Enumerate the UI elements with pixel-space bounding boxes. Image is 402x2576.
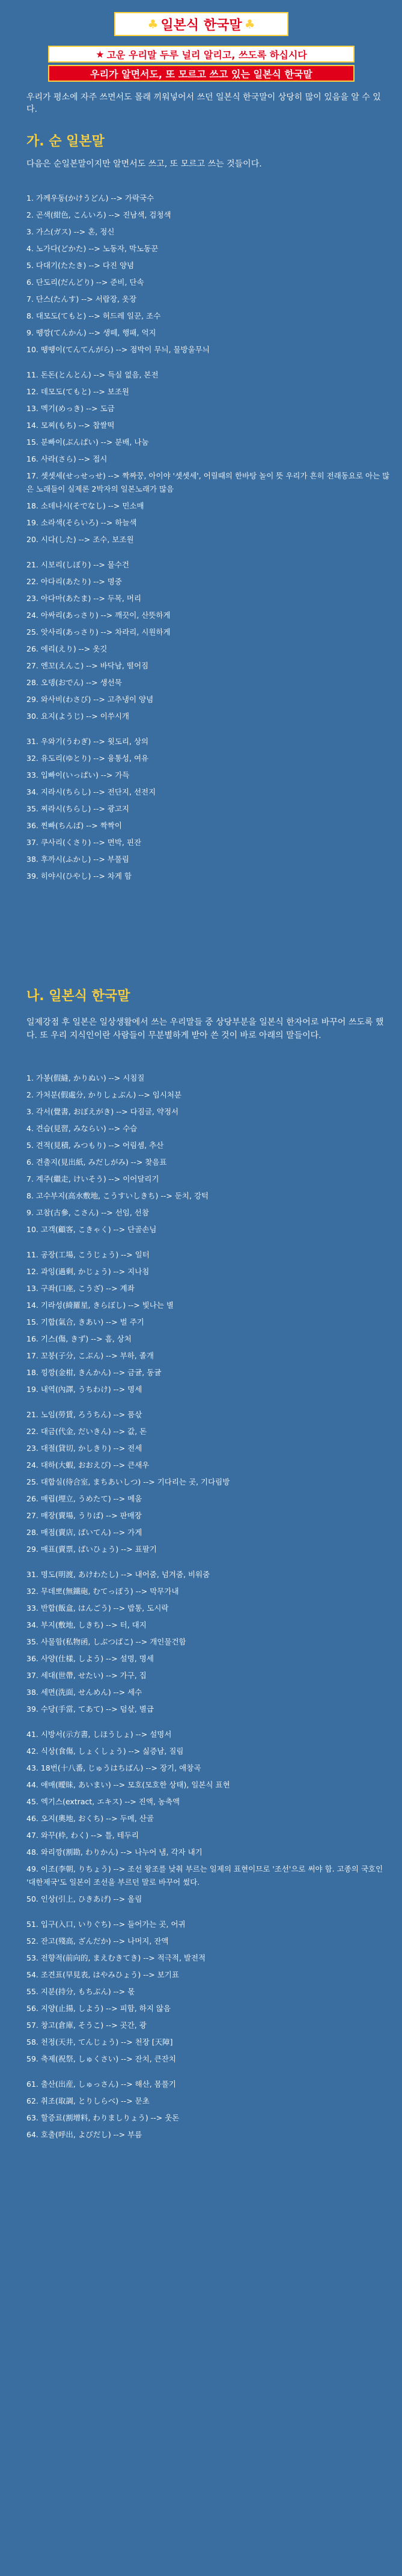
list-item: 4. 견습(見習, みならい) --> 수습: [26, 1124, 138, 1133]
list-item: 24. 아싸리(あっさり) --> 깨끗이, 산뜻하게: [26, 611, 171, 620]
section1-list: [26, 190, 393, 885]
list-item: 37. 세대(世帶, せたい) --> 가구, 집: [26, 1671, 147, 1680]
list-item: 31. 우와기(うわぎ) --> 윗도리, 상의: [26, 737, 149, 746]
list-item: 43. 18번(十八番, じゅうはちばん) --> 장기, 애창곡: [26, 1763, 201, 1772]
list-item: 1. 가봉(假縫, かりぬい) --> 시침질: [26, 1073, 145, 1082]
list-item: 49. 이조(李朝, りちょう) --> 조선 왕조를 낮춰 부르는 일제의 표현이므로 '조선'으로 써야 함. 고종의 국호인 '대한제국'도 일본이 조선을 부르던 말로 바꾸어 썼다.: [26, 1864, 383, 1887]
list-item: 28. 매점(賣店, ばいてん) --> 가게: [26, 1528, 142, 1537]
section1-description: 다음은 순일본말이지만 알면서도 쓰고, 또 모르고 쓰는 것들이다.: [26, 159, 262, 169]
list-item: 6. 견출지(見出紙, みだしがみ) --> 찾음표: [26, 1158, 167, 1167]
list-item: 1. 가께우동(かけうどん) --> 가락국수: [26, 194, 154, 203]
subtitle-banner: [48, 65, 355, 82]
list-item: 32. 무데뽀(無鐵砲, むてっぽう) --> 막무가내: [26, 1587, 179, 1596]
list-item: 22. 아다리(あたり) --> 명중: [26, 577, 122, 586]
intro-paragraph: 우리가 평소에 자주 쓰면서도 몰래 끼워넣어서 쓰던 일본식 한국말이 상당히 많이 있음을 알 수 있다.: [26, 93, 381, 114]
list-item: 7. 계주(繼走, けいそう) --> 이어달리기: [26, 1174, 159, 1183]
list-item: 39. 히야시(ひやし) --> 차게 함: [26, 871, 132, 881]
list-item: 13. 멕기(めっき) --> 도금: [26, 404, 115, 413]
list-item: 16. 사라(さら) --> 접시: [26, 454, 108, 463]
list-spacer: [26, 725, 393, 733]
list-spacer: [26, 1398, 393, 1406]
list-item: 8. 고수부지(高水敷地, こうすいしきち) --> 둔치, 강턱: [26, 1191, 209, 1200]
list-item: 19. 내역(內譯, うちわけ) --> 명세: [26, 1385, 142, 1394]
list-item: 51. 입구(入口, いりぐち) --> 들어가는 곳, 어귀: [26, 1920, 186, 1929]
list-item: 13. 구좌(口座, こうざ) --> 계좌: [26, 1284, 135, 1293]
list-item: 28. 오뎅(おでん) --> 생선묵: [26, 678, 122, 687]
list-item: 7. 단스(たんす) --> 서랍장, 옷장: [26, 295, 137, 304]
list-item: 22. 대금(代金, だいきん) --> 값, 돈: [26, 1427, 147, 1436]
list-item: 4. 노가다(どかた) --> 노동자, 막노동꾼: [26, 244, 159, 253]
list-item: 21. 시보리(しぼり) --> 물수건: [26, 560, 129, 569]
subtitle-text: 우리가 알면서도, 또 모르고 쓰고 있는 일본식 한국말: [90, 68, 312, 80]
page-title: 일본식 한국말: [160, 17, 242, 33]
star-icon: ★: [96, 48, 105, 60]
list-item: 53. 전향적(前向的, まえむきてき) --> 적극적, 발전적: [26, 1953, 206, 1962]
list-item: 56. 지양(止揚, しよう) --> 피함, 하지 않음: [26, 2004, 171, 2013]
list-item: 9. 고참(古參, こさん) --> 선임, 선참: [26, 1208, 149, 1217]
section2-list: [26, 1070, 393, 2143]
list-item: 36. 찐빠(ちんば) --> 짝짝이: [26, 821, 122, 830]
slogan-banner: [48, 46, 355, 63]
section2-title: 나. 일본식 한국말: [26, 989, 130, 1004]
list-item: 27. 매장(賣場, うりば) --> 판매장: [26, 1511, 142, 1520]
list-item: 44. 애매(曖昧, あいまい) --> 모호(모호한 상태), 일본식 표현: [26, 1780, 230, 1789]
list-item: 26. 매립(埋立, うめたて) --> 메움: [26, 1494, 142, 1503]
list-item: 11. 공장(工場, こうじょう) --> 일터: [26, 1250, 150, 1259]
list-item: 9. 뗑깡(てんかん) --> 생떼, 행패, 억지: [26, 328, 156, 337]
list-item: 21. 노임(勞賃, ろうちん) --> 품삯: [26, 1410, 142, 1419]
list-item: 50. 인상(引上, ひきあげ) --> 올림: [26, 1894, 142, 1903]
list-spacer: [26, 2068, 393, 2076]
list-item: 25. 앗사리(あっさり) --> 차라리, 시원하게: [26, 627, 171, 636]
list-item: 16. 기스(傷, きず) --> 흠, 상처: [26, 1334, 132, 1343]
list-item: 42. 식상(食傷, しょくしょう) --> 싫증남, 질림: [26, 1747, 184, 1756]
list-item: 64. 호출(呼出, よびだし) --> 부름: [26, 2130, 142, 2139]
list-item: 17. 꼬붕(子分, こぶん) --> 부하, 졸개: [26, 1351, 154, 1360]
list-item: 12. 과잉(過剩, かじょう) --> 지나침: [26, 1267, 150, 1276]
list-item: 34. 부지(敷地, しきち) --> 터, 대지: [26, 1620, 147, 1629]
list-item: 12. 데모도(てもと) --> 보조원: [26, 387, 129, 396]
slogan-text: 고운 우리말 두루 널리 알리고, 쓰도록 하십시다: [106, 49, 307, 61]
list-item: 10. 고객(顧客, こきゃく) --> 단골손님: [26, 1225, 157, 1234]
list-item: 45. 엑기스(extract, エキス) --> 진액, 농축액: [26, 1797, 180, 1806]
list-item: 2. 가처분(假處分, かりしょぶん) --> 임시처분: [26, 1090, 182, 1099]
list-item: 23. 대절(貸切, かしきり) --> 전세: [26, 1444, 142, 1453]
list-item: 33. 반합(飯盒, はんごう) --> 밥통, 도시락: [26, 1604, 169, 1613]
list-item: 18. 낑깡(金柑, きんかん) --> 금귤, 동귤: [26, 1368, 162, 1377]
list-item: 14. 모찌(もち) --> 찹쌀떡: [26, 421, 115, 430]
list-item: 41. 시방서(示方書, しほうしょ) --> 설명서: [26, 1730, 172, 1739]
list-item: 15. 기합(氣合, きあい) --> 벌 주기: [26, 1317, 144, 1326]
list-item: 29. 와사비(わさび) --> 고추냉이 양념: [26, 695, 154, 704]
list-item: 63. 할증료(割增料, わりましりょう) --> 웃돈: [26, 2113, 180, 2122]
list-item: 5. 견적(見積, みつもり) --> 어림셈, 추산: [26, 1141, 164, 1150]
list-item: 3. 각서(覺書, おぼえがき) --> 다짐글, 약정서: [26, 1107, 179, 1116]
list-item: 2. 곤색(紺色, こんいろ) --> 진남색, 검청색: [26, 210, 171, 219]
list-spacer: [26, 1238, 393, 1247]
list-item: 27. 엔꼬(えんこ) --> 바닥남, 떨어짐: [26, 661, 149, 670]
list-item: 39. 수당(手當, てあて) --> 덤삯, 별급: [26, 1705, 154, 1714]
list-item: 54. 조견표(早見表, はやみひょう) --> 보기표: [26, 1970, 179, 1979]
list-item: 48. 와리깡(割勘, わりかん) --> 나누어 냄, 각자 내기: [26, 1848, 203, 1857]
list-item: 47. 와꾸(枠, わく) --> 틀, 테두리: [26, 1831, 139, 1840]
list-item: 14. 기라성(綺羅星, きらぼし) --> 빛나는 별: [26, 1301, 174, 1310]
list-item: 46. 오지(奧地, おくち) --> 두메, 산골: [26, 1814, 154, 1823]
list-spacer: [26, 1558, 393, 1566]
list-item: 24. 대하(大蝦, おおえび) --> 큰새우: [26, 1460, 150, 1470]
list-item: 30. 요지(ようじ) --> 이쑤시개: [26, 712, 129, 721]
list-spacer: [26, 548, 393, 557]
list-item: 25. 대합실(待合室, まちあいしつ) --> 기다리는 곳, 기다림방: [26, 1477, 230, 1486]
list-item: 33. 입빠이(いっぱい) --> 가득: [26, 771, 130, 780]
section1-title: 가. 순 일본말: [26, 134, 105, 149]
list-item: 19. 소라색(そらいろ) --> 하늘색: [26, 518, 137, 527]
list-item: 34. 지라시(ちらし) --> 전단지, 선전지: [26, 787, 156, 796]
list-item: 55. 지분(持分, もちぶん) --> 몫: [26, 1987, 135, 1996]
list-item: 62. 취조(取調, とりしらべ) --> 문초: [26, 2096, 150, 2105]
list-item: 35. 사물함(私物函, しぶつばこ) --> 개인물건함: [26, 1637, 186, 1646]
clover-icon-right: ♣: [244, 17, 255, 31]
list-item: 61. 출산(出産, しゅっさん) --> 해산, 몸풀기: [26, 2080, 176, 2089]
clover-icon-left: ♣: [147, 17, 159, 31]
list-item: 8. 대모도(てもと) --> 허드레 일꾼, 조수: [26, 311, 161, 320]
list-item: 5. 다대기(たたき) --> 다진 양념: [26, 261, 135, 270]
list-item: 52. 잔고(殘高, ざんだか) --> 나머지, 잔액: [26, 1937, 169, 1946]
list-item: 23. 아다마(あたま) --> 두목, 머리: [26, 594, 142, 603]
list-item: 3. 가스(ガス) --> 혼, 정신: [26, 227, 115, 236]
list-item: 20. 시다(した) --> 조수, 보조원: [26, 535, 134, 544]
list-item: 57. 창고(倉庫, そうこ) --> 곳간, 광: [26, 2021, 147, 2030]
list-item: 18. 소데나시(そでなし) --> 민소매: [26, 501, 144, 510]
list-item: 38. 후까시(ふかし) --> 부풀림: [26, 855, 129, 864]
section2-description: 일제강점 후 일본은 일상생활에서 쓰는 우리말들 중 상당부분을 일본식 한자어로 바꾸어 쓰도록 했다. 또 우리 지식인이란 사람들이 무분별하게 받아 쓴 것이 바로 아래의 말들이다.: [26, 1018, 384, 1040]
list-item: 15. 분빠이(ぶんぱい) --> 분배, 나눔: [26, 438, 149, 447]
list-item: 31. 명도(明渡, あけわたし) --> 내어줌, 넘겨줌, 비워줌: [26, 1570, 210, 1579]
list-spacer: [26, 358, 393, 367]
list-item: 37. 쿠사리(くさり) --> 면박, 핀잔: [26, 838, 142, 847]
list-item: 10. 뗑뗑이(てんてんがら) --> 점박이 무늬, 물방울무늬: [26, 345, 210, 354]
list-item: 6. 단도리(だんどり) --> 준비, 단속: [26, 278, 144, 287]
page-title-box: [114, 12, 288, 36]
list-item: 29. 매표(賣票, ばいひょう) --> 표팔기: [26, 1545, 157, 1554]
list-item: 26. 에리(えり) --> 옷깃: [26, 644, 108, 653]
list-item: 35. 찌라시(ちらし) --> 광고지: [26, 804, 129, 813]
list-spacer: [26, 1718, 393, 1726]
list-item: 32. 유도리(ゆとり) --> 융통성, 여유: [26, 754, 149, 763]
list-item: 17. 셋셋세(せっせっせ) --> 짝짜꿍, 아이야 '셋셋세', 어릴때의 한바탕 놀이 뜻 우리가 흔히 전래동요로 아는 많은 노래들이 실제론 2박자의 일본노래가 많음: [26, 471, 390, 493]
list-item: 36. 사양(仕樣, しよう) --> 설명, 명세: [26, 1654, 154, 1663]
list-item: 58. 천정(天井, てんじょう) --> 천장 [天障]: [26, 2037, 173, 2046]
list-item: 59. 축제(祝祭, しゅくさい) --> 잔치, 큰잔치: [26, 2054, 176, 2063]
list-item: 11. 돈돈(とんとん) --> 득실 없음, 본전: [26, 370, 159, 379]
list-spacer: [26, 1908, 393, 1916]
list-item: 38. 세면(洗面, せんめん) --> 세수: [26, 1688, 142, 1697]
